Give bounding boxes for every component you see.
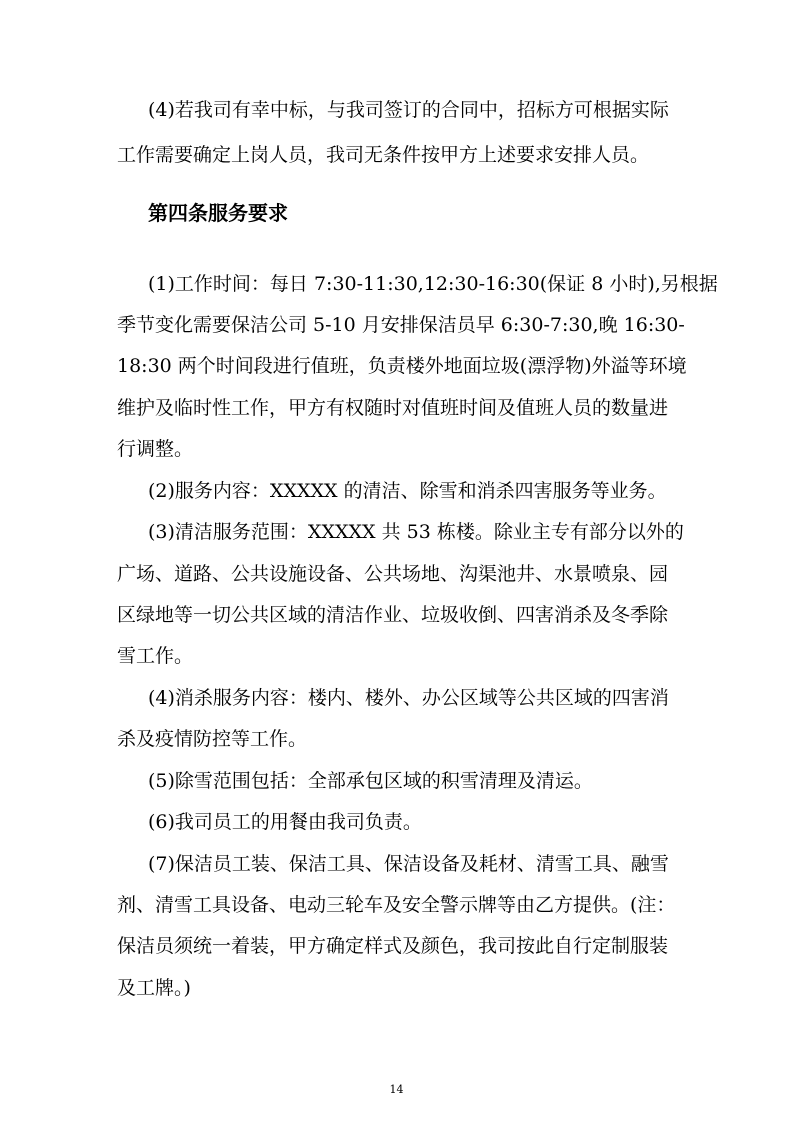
paragraph-4-line-2: 工作需要确定上岗人员，我司无条件按甲方上述要求安排人员。 [117,144,650,166]
paragraph-4-line-1: (4)若我司有幸中标，与我司签订的合同中，招标方可根据实际 [148,99,669,121]
item-3-line-3: 区绿地等一切公共区域的清洁作业、垃圾收倒、四害消杀及冬季除 [117,604,669,626]
page-number: 14 [389,1083,404,1096]
item-1-line-3: 18:30 两个时间段进行值班，负责楼外地面垃圾(漂浮物)外溢等环境 [117,355,687,377]
item-6-line-1: (6)我司员工的用餐由我司负责。 [148,811,422,833]
item-3-line-1: (3)清洁服务范围：XXXXX 共 53 栋楼。除业主专有部分以外的 [148,521,684,543]
section-heading: 第四条服务要求 [148,201,288,225]
item-1-line-1: (1)工作时间：每日 7:30-11:30,12:30-16:30(保证 8 小时),另根据 [148,273,718,295]
item-1-line-5: 行调整。 [117,438,194,460]
item-5-line-1: (5)除雪范围包括：全部承包区域的积雪清理及清运。 [148,770,593,792]
item-3-line-4: 雪工作。 [117,645,194,667]
item-7-line-1: (7)保洁员工装、保洁工具、保洁设备及耗材、清雪工具、融雪 [148,853,669,875]
item-1-line-2: 季节变化需要保洁公司 5-10 月安排保洁员早 6:30-7:30,晚 16:30- [117,314,685,336]
item-7-line-2: 剂、清雪工具设备、电动三轮车及安全警示牌等由乙方提供。(注： [117,894,676,916]
item-1-line-4: 维护及临时性工作，甲方有权随时对值班时间及值班人员的数量进 [117,397,669,419]
item-3-line-2: 广场、道路、公共设施设备、公共场地、沟渠池井、水景喷泉、园 [117,563,669,585]
item-7-line-4: 及工牌。) [117,977,191,999]
item-2-line-1: (2)服务内容：XXXXX 的清洁、除雪和消杀四害服务等业务。 [148,480,667,502]
item-7-line-3: 保洁员须统一着装，甲方确定样式及颜色，我司按此自行定制服装 [117,935,669,957]
item-4-line-1: (4)消杀服务内容：楼内、楼外、办公区域等公共区域的四害消 [148,687,669,709]
item-4-line-2: 杀及疫情防控等工作。 [117,728,308,750]
